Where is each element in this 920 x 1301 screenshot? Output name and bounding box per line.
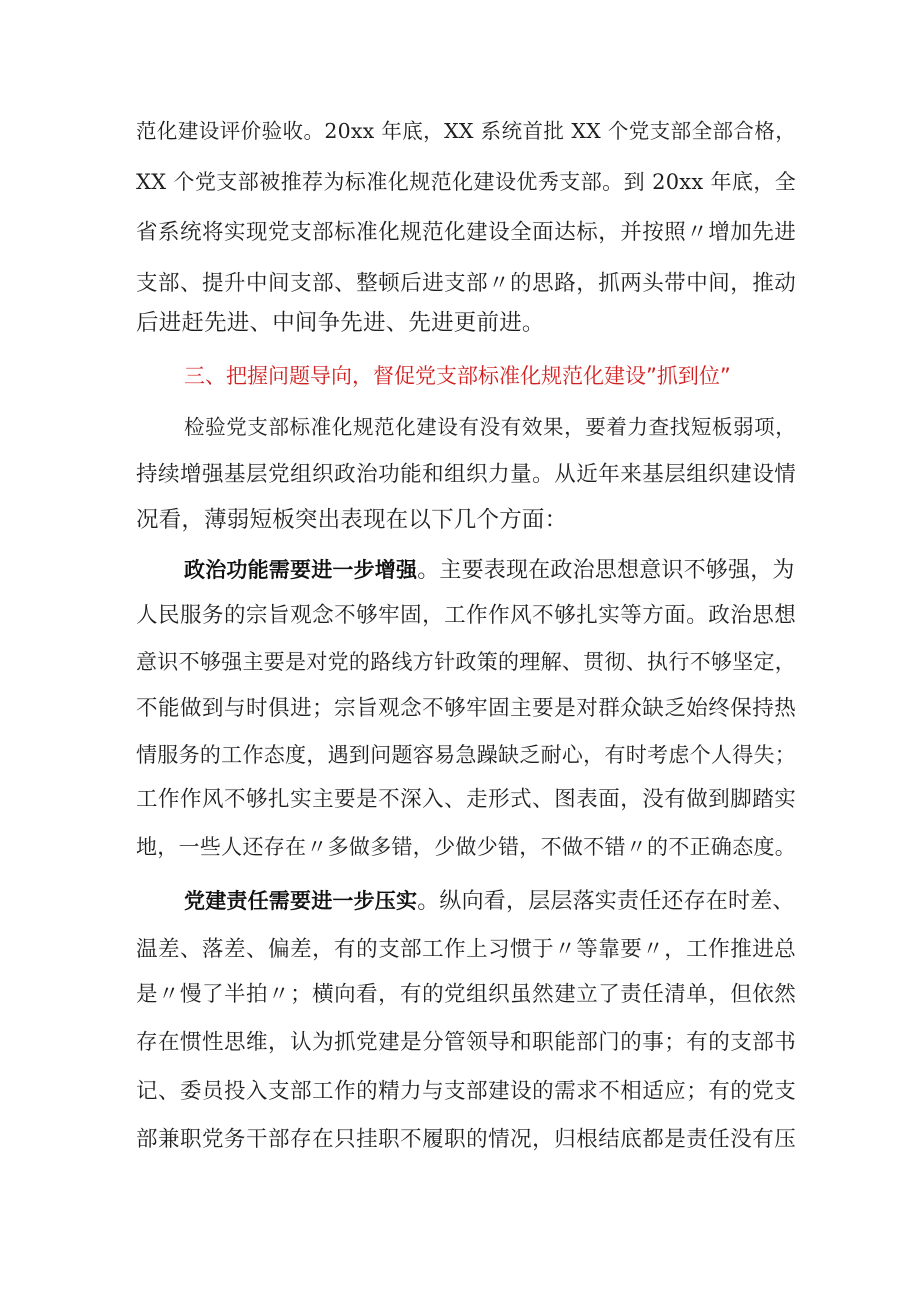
paragraph-3-line-3: 意识不够强主要是对党的路线方针政策的理解、贯彻、执行不够坚定， xyxy=(136,650,796,674)
paragraph-4-line-1 xyxy=(184,881,796,921)
paragraph-3-line-5: 情服务的工作态度，遇到问题容易急躁缺乏耐心，有时考虑个人得失； xyxy=(136,743,796,767)
paragraph-2-line-3: 况看，薄弱短板突出表现在以下几个方面： xyxy=(136,507,568,533)
paragraph-1-line-4: 支部、提升中间支部、整顿后进支部〃的思路，抓两头带中间，推动 xyxy=(136,271,796,296)
paragraph-4-line-5: 记、委员投入支部工作的精力与支部建设的需求不相适应；有的党支 xyxy=(136,1079,796,1104)
paragraph-1-line-1: 范化建设评价验收。20xx 年底，XX 系统首批 XX 个党支部全部合格， xyxy=(136,119,796,143)
paragraph-3-first-line-rest: 。主要表现在政治思想意识不够强，为 xyxy=(417,558,795,583)
paragraph-4-line-6: 部兼职党务干部存在只挂职不履职的情况，归根结底都是责任没有压 xyxy=(136,1127,796,1152)
paragraph-4-lead: 党建责任需要进一步压实 xyxy=(184,889,418,913)
paragraph-1-line-5: 后进赶先进、中间争先进、先进更前进。 xyxy=(136,310,545,336)
paragraph-4-line-4: 存在惯性思维，认为抓党建是分管领导和职能部门的事；有的支部书 xyxy=(136,1030,796,1055)
paragraph-2-line-1: 检验党支部标准化规范化建设有没有效果，要着力查找短板弱项， xyxy=(184,415,796,439)
paragraph-2-line-2: 持续增强基层党组织政治功能和组织力量。从近年来基层组织建设情 xyxy=(136,462,796,487)
paragraph-4-line-3: 是〃慢了半拍〃；横向看，有的党组织虽然建立了责任清单，但依然 xyxy=(136,982,796,1007)
paragraph-3-line-2: 人民服务的宗旨观念不够牢固，工作作风不够扎实等方面。政治思想 xyxy=(136,603,796,628)
paragraph-1-line-2: XX 个党支部被推荐为标准化规范化建设优秀支部。到 20xx 年底，全 xyxy=(136,170,796,194)
paragraph-3-line-4: 不能做到与时俱进；宗旨观念不够牢固主要是对群众缺乏始终保持热 xyxy=(136,696,796,721)
paragraph-3-lead: 政治功能需要进一步增强 xyxy=(184,558,418,582)
paragraph-1-line-3: 省系统将实现党支部标准化规范化建设全面达标，并按照〃增加先进 xyxy=(136,220,796,245)
paragraph-3-line-1 xyxy=(184,550,796,590)
paragraph-3-line-6: 工作作风不够扎实主要是不深入、走形式、图表面，没有做到脚踏实 xyxy=(136,787,796,812)
section-heading: 三、把握问题导向，督促党支部标准化规范化建设”抓到位” xyxy=(184,364,731,388)
paragraph-4-line-2: 温差、落差、偏差，有的支部工作上习惯于〃等靠要〃，工作推进总 xyxy=(136,937,796,962)
paragraph-3-line-7: 地，一些人还存在〃多做多错，少做少错，不做不错〃的不正确态度。 xyxy=(136,835,796,859)
paragraph-4-first-line-rest: 。纵向看，层层落实责任还存在时差、 xyxy=(417,889,795,914)
